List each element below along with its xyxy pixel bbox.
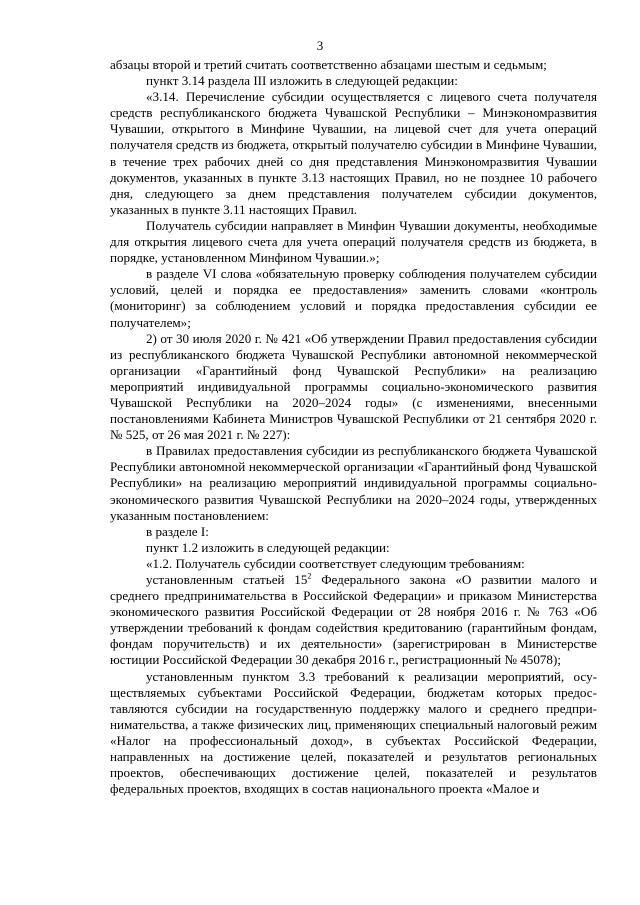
paragraph-9: пункт 1.2 изложить в следующей редакции:: [146, 539, 390, 555]
paragraph-12: установленным пунктом 3.3 требований к реализации мероприятий, осуществляемых субъектами Российской Федерации, бюджетам которых предоставляются субсидии на государственную поддержку малого и среднего предпринимательства, а также физических лиц, применяющих специальный налоговый режим «Налог на профессиональный доход», в субъектах Российской Федерации, направленных на достижение целей, показателей и результатов региональных проектов, обеспечивающих достижение целей, показателей и результатов федеральных проектов, входящих в состав национального проекта «Малое и: [110, 668, 597, 797]
page-number: 3: [316, 38, 324, 53]
paragraph-11-text-before: установленным статьей 15: [146, 572, 308, 587]
paragraph-4: Получатель субсидии направляет в Минфин Чувашии документы, необходимые для открытия лицевого счета для учета операций получателя средств из бюджета, в порядке, установленном Минфином Чувашии.»;: [110, 217, 597, 266]
superscript: 2: [307, 571, 312, 581]
paragraph-11-text-after: Федерального закона «О развитии малого и среднего предпринимательства в Российской Федерации» и приказом Министерства экономического развития Российской Федерации от 28 ноября 2016 г. № 763 «Об утверждении требований к фондам содействия кредитованию (гарантийным фондам, фондам поручительств) и их деятельности» (зарегистрирован в Министерстве юстиции Российской Федерации 30 декабря 2016 г., регистрационный № 45078);: [110, 572, 597, 668]
paragraph-8: в разделе I:: [146, 523, 209, 539]
paragraph-5: в разделе VI слова «обязательную проверку соблюдения получателем субсидии условий, целей и порядка ее предоставления» заменить словами «контроль (мониторинг) за соблюдением условий и порядка предоставления субсидии ее получателем»;: [110, 266, 597, 330]
paragraph-3: «3.14. Перечисление субсидии осуществляется с лицевого счета получателя средств республиканского бюджета Чувашской Республики – Минэкономразвития Чувашии, открытого в Минфине Чувашии, на лицевой счет для учета операций получателя средств из бюджета, открытый получателю субсидии в Минфине Чувашии, в течение трех рабочих дней со дня представления Минэкономразвития Чувашии документов, указанных в пункте 3.13 настоящих Правил, но не позднее 10 рабочего дня, следующего за днем представления получателем субсидии документов, указанных в пункте 3.11 настоящих Правил.: [110, 89, 597, 217]
paragraph-7: в Правилах предоставления субсидии из республиканского бюджета Чувашской Республики автономной некоммерческой организации «Гарантийный фонд Чувашской Республики» на реализацию мероприятий индивидуальной программы социально-экономического развития Чувашской Республики на 2020–2024 годы, утвержденных указанным постановлением:: [110, 443, 597, 523]
paragraph-1: абзацы второй и третий считать соответственно абзацами шестым и седьмым;: [110, 57, 547, 72]
paragraph-10: «1.2. Получатель субсидии соответствует следующим требованиям:: [146, 555, 525, 571]
paragraph-11: [110, 572, 597, 669]
document-body: [110, 57, 597, 797]
paragraph-2: пункт 3.14 раздела III изложить в следующей редакции:: [146, 73, 458, 89]
paragraph-6: 2) от 30 июля 2020 г. № 421 «Об утверждении Правил предоставления субсидии из республиканского бюджета Чувашской Республики автономной некоммерческой организации «Гарантийный фонд Чувашской Республики» на реализацию мероприятий индивидуальной программы социально-экономического развития Чувашской Республики на 2020–2024 годы» (с изменениями, внесенными постановлениями Кабинета Министров Чувашской Республики от 21 сентября 2020 г. № 525, от 26 мая 2021 г. № 227):: [110, 330, 597, 443]
